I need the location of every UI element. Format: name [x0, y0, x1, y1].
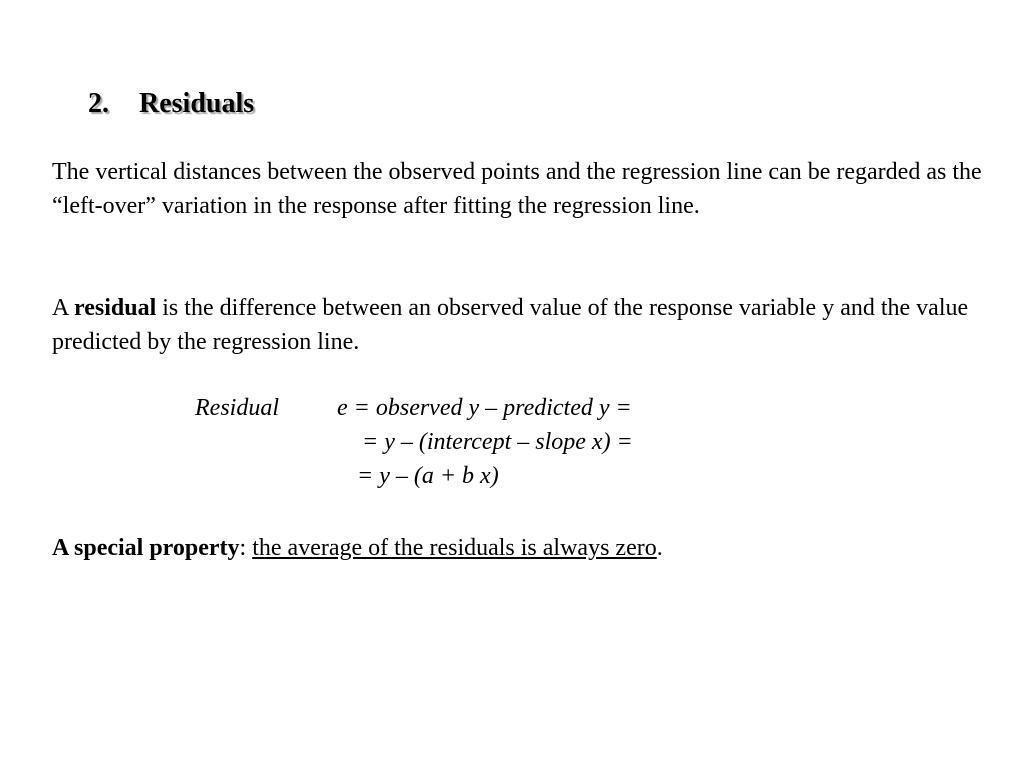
property-statement: the average of the residuals is always zero	[252, 535, 657, 561]
special-property	[52, 531, 663, 565]
property-end: .	[656, 535, 663, 561]
formula-line-3: = y – (a + b x)	[357, 463, 499, 489]
intro-paragraph: The vertical distances between the observed points and the regression line can be regarded as the “left-over” variation in the response after fitting the regression line.	[52, 159, 982, 219]
definition-paragraph	[52, 291, 992, 359]
residual-term: residual	[74, 295, 157, 321]
definition-text: is the difference between an observed value of the response variable y and the value predicted by the regression line.	[52, 295, 969, 355]
formula-line-1: e = observed y – predicted y =	[337, 395, 632, 421]
section-title: Residuals	[139, 88, 255, 119]
formula-label: Residual	[195, 395, 279, 421]
section-number: 2.	[88, 88, 109, 119]
formula-line-2: = y – (intercept – slope x) =	[362, 429, 633, 455]
property-label: A special property	[52, 535, 240, 561]
section-heading	[88, 88, 254, 120]
definition-prefix: A	[52, 295, 75, 321]
property-colon: :	[239, 535, 253, 561]
